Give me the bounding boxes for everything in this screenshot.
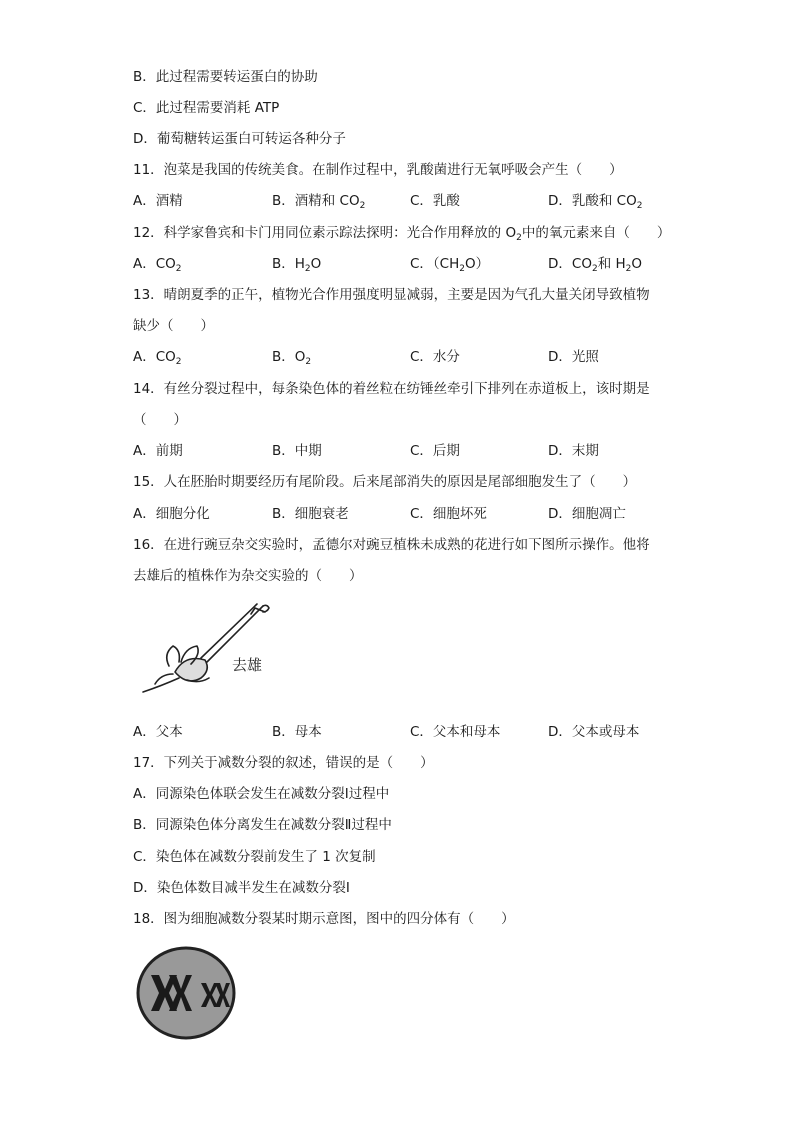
answer-option: A．父本 [133,724,183,740]
answer-option: D．细胞凋亡 [548,506,626,522]
answer-option: A．前期 [133,443,183,459]
answer-option: B．$O_2$ [272,349,312,367]
question-line: 12．科学家鲁宾和卡门用同位素示踪法探明：光合作用释放的 $O_2$中的氧元素来自（ ） [133,225,671,243]
answer-option: C．$(CH_2O)$ [410,256,490,274]
answer-option: A．$CO_2$ [133,256,182,274]
question-line: 14．有丝分裂过程中，每条染色体的着丝粒在纺锤丝牵引下排列在赤道板上，该时期是 [133,381,650,397]
question-line: 去雄后的植株作为杂交实验的（ ） [133,568,363,584]
flower-label: 去雄 [232,656,263,674]
answer-option: C．细胞坏死 [410,506,487,522]
question-line: 18．图为细胞减数分裂某时期示意图，图中的四分体有（ ） [133,911,515,927]
answer-option: B．母本 [272,724,322,740]
answer-option: D．乳酸和 $CO_2$ [548,193,643,211]
answer-option: C．父本和母本 [410,724,501,740]
question-line: （ ） [133,412,187,428]
answer-option: B．酒精和 $CO_2$ [272,193,366,211]
question-line: B．此过程需要转运蛋白的协助 [133,69,318,85]
question-line: 13．晴朗夏季的正午，植物光合作用强度明显减弱，主要是因为气孔大量关闭导致植物 [133,287,650,303]
answer-option: B．$H_2O$ [272,256,322,274]
answer-option: D．父本或母本 [548,724,640,740]
question-line: A．同源染色体联会发生在减数分裂Ⅰ过程中 [133,786,390,802]
question-line: 缺少（ ） [133,318,214,334]
question-line: 16．在进行豌豆杂交实验时，孟德尔对豌豆植株未成熟的花进行如下图所示操作。他将 [133,537,650,553]
question-line: B．同源染色体分离发生在减数分裂Ⅱ过程中 [133,817,392,833]
answer-option: D．$CO_2$和 $H_2O$ [548,256,643,274]
answer-option: A．$CO_2$ [133,349,182,367]
question-line: 15．人在胚胎时期要经历有尾阶段。后来尾部消失的原因是尾部细胞发生了（ ） [133,474,637,490]
answer-option: C．乳酸 [410,193,460,209]
question-line: D．染色体数目减半发生在减数分裂Ⅰ [133,880,350,896]
answer-option: A．酒精 [133,193,183,209]
question-line: D．葡萄糖转运蛋白可转运各种分子 [133,131,346,147]
flower-emasculation-figure [135,600,285,700]
meiosis-cell-figure [135,945,239,1041]
answer-option: C．后期 [410,443,460,459]
answer-option: B．中期 [272,443,322,459]
question-line: 17．下列关于减数分裂的叙述，错误的是（ ） [133,755,434,771]
answer-option: D．光照 [548,349,599,365]
answer-option: A．细胞分化 [133,506,210,522]
question-line: C．此过程需要消耗 ATP [133,100,280,116]
question-line: 11．泡菜是我国的传统美食。在制作过程中，乳酸菌进行无氧呼吸会产生（ ） [133,162,623,178]
question-line: C．染色体在减数分裂前发生了 1 次复制 [133,849,376,865]
answer-option: B．细胞衰老 [272,506,349,522]
answer-option: C．水分 [410,349,460,365]
answer-option: D．末期 [548,443,599,459]
